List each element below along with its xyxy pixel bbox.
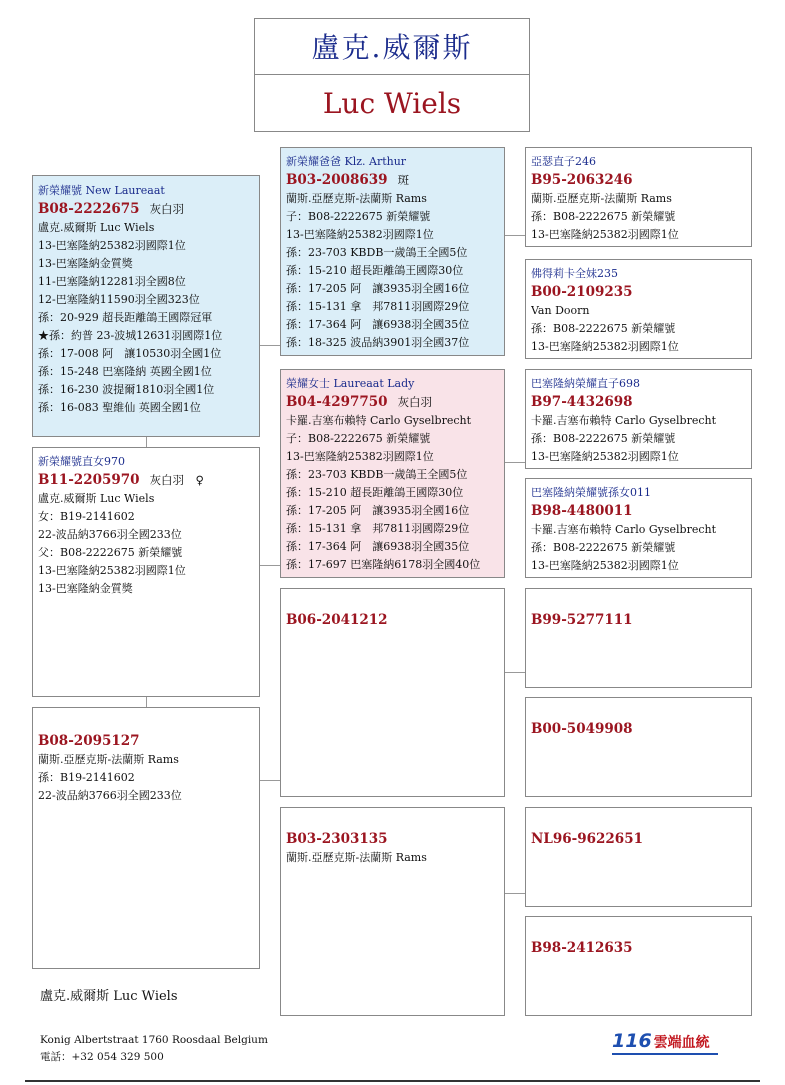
ring-number: B97-4432698 <box>531 394 633 410</box>
pedigree-line: 子：B08-2222675 新榮耀號 <box>286 210 431 223</box>
pigeon-name: 亞瑟直子246 <box>531 155 596 168</box>
pedigree-line: 孫：16-230 波提爾1810羽全國1位 <box>38 383 215 396</box>
ring-number: B03-2008639 斑 <box>286 172 410 188</box>
pigeon-name: 新榮耀爸爸 Klz. Arthur <box>286 155 407 168</box>
pedigree-line: 13-巴塞隆納25382羽國際1位 <box>531 228 679 241</box>
pigeon-name: 巴塞隆納榮耀直子698 <box>531 377 640 390</box>
pedigree-line: 蘭斯.亞歷克斯-法蘭斯 Rams <box>286 851 427 864</box>
connector-line <box>505 462 525 463</box>
bottom-divider <box>25 1080 760 1082</box>
ring-number: B03-2303135 <box>286 831 388 847</box>
pedigree-line: 孫：15-210 超長距離鴿王國際30位 <box>286 264 464 277</box>
grandparent-card <box>280 588 505 797</box>
pedigree-line: 女：B19-2141602 <box>38 510 135 523</box>
great-grandparent-card <box>525 478 752 578</box>
great-grandparent-card <box>525 147 752 247</box>
pedigree-line: 孫：20-929 超長距離鴿王國際冠軍 <box>38 311 213 324</box>
breeder-footer-name: 盧克.威爾斯 Luc Wiels <box>40 989 178 1004</box>
connector-line <box>260 345 280 346</box>
pedigree-line: 盧克.威爾斯 Luc Wiels <box>38 221 155 234</box>
sire-pigeon-card <box>280 147 505 356</box>
pedigree-line: 孫：16-083 聖維仙 英國全國1位 <box>38 401 201 414</box>
breeder-name-chinese: 盧克.威爾斯 <box>255 19 529 75</box>
pedigree-line: 孫：B08-2222675 新榮耀號 <box>531 541 676 554</box>
pedigree-line: 父：B08-2222675 新榮耀號 <box>38 546 183 559</box>
pedigree-line: 12-巴塞隆納11590羽全國323位 <box>38 293 200 306</box>
partner-pigeon-card <box>32 707 260 969</box>
dam-pigeon-card <box>32 447 260 697</box>
ring-number: B08-2222675 灰白羽 <box>38 201 185 217</box>
connector-line <box>505 672 525 673</box>
ring-number: B11-2205970 灰白羽 ♀ <box>38 472 204 488</box>
pedigree-line: 蘭斯.亞歷克斯-法蘭斯 Rams <box>38 753 179 766</box>
pedigree-line: 卡羅.吉塞布賴特 Carlo Gyselbrecht <box>286 414 472 427</box>
pedigree-line: 孫：23-703 KBDB一歲鴿王全國5位 <box>286 246 468 259</box>
pedigree-line: 孫：B08-2222675 新榮耀號 <box>531 432 676 445</box>
pigeon-name: 巴塞隆納榮耀號孫女011 <box>531 486 651 499</box>
contact-info <box>40 1032 268 1066</box>
subject-pigeon-card <box>32 175 260 437</box>
feather-color: 灰白羽 <box>149 202 185 216</box>
pedigree-line: 13-巴塞隆納25382羽國際1位 <box>531 340 679 353</box>
pedigree-line: 13-巴塞隆納25382羽國際1位 <box>286 450 434 463</box>
pigeon-name: 新榮耀號直女970 <box>38 455 125 468</box>
pedigree-line: 13-巴塞隆納25382羽國際1位 <box>286 228 434 241</box>
great-grandparent-card <box>525 807 752 907</box>
feather-color: 灰白羽 <box>397 395 433 409</box>
ring-number: B98-2412635 <box>531 940 633 956</box>
pedigree-line: 孫：15-131 拿 邦7811羽國際29位 <box>286 300 470 313</box>
connector-line <box>146 697 147 707</box>
feather-color: 斑 <box>397 173 410 187</box>
cloud-pedigree-logo: 116 雲端血統 <box>612 1030 722 1056</box>
pedigree-line: 蘭斯.亞歷克斯-法蘭斯 Rams <box>531 192 672 205</box>
pedigree-line: 22-波品納3766羽全國233位 <box>38 528 182 541</box>
pedigree-line: 子：B08-2222675 新榮耀號 <box>286 432 431 445</box>
breeder-name-english: Luc Wiels <box>322 87 462 120</box>
pigeon-name: 佛得莉卡全妹235 <box>531 267 618 280</box>
pedigree-line: 孫：18-325 波品納3901羽全國37位 <box>286 336 470 349</box>
pedigree-line: 13-巴塞隆納金質獎 <box>38 257 133 270</box>
connector-line <box>505 893 525 894</box>
pedigree-line: 13-巴塞隆納25382羽國際1位 <box>531 559 679 572</box>
ring-number: B00-5049908 <box>531 721 633 737</box>
pigeon-name: 榮耀女士 Laureaat Lady <box>286 377 415 390</box>
pedigree-line: 孫：B08-2222675 新榮耀號 <box>531 210 676 223</box>
grandparent-card <box>280 807 505 1016</box>
pedigree-line: 11-巴塞隆納12281羽全國8位 <box>38 275 186 288</box>
connector-line <box>260 780 280 781</box>
pedigree-line: 孫：23-703 KBDB一歲鴿王全國5位 <box>286 468 468 481</box>
pedigree-line: 孫：17-697 巴塞隆納6178羽全國40位 <box>286 558 481 571</box>
pedigree-line: 蘭斯.亞歷克斯-法蘭斯 Rams <box>286 192 427 205</box>
pedigree-line: 孫：17-008 阿 讓10530羽全國1位 <box>38 347 222 360</box>
pedigree-line: 孫：17-364 阿 讓6938羽全國35位 <box>286 318 470 331</box>
great-grandparent-card <box>525 588 752 688</box>
pedigree-line: 孫：B08-2222675 新榮耀號 <box>531 322 676 335</box>
pedigree-line: 孫：15-248 巴塞隆納 英國全國1位 <box>38 365 212 378</box>
pedigree-line: Van Doorn <box>531 304 590 317</box>
ring-number: B04-4297750 灰白羽 <box>286 394 433 410</box>
pedigree-line: 卡羅.吉塞布賴特 Carlo Gyselbrecht <box>531 414 717 427</box>
sire-dam-pigeon-card <box>280 369 505 578</box>
ring-number: B98-4480011 <box>531 503 633 519</box>
ring-number: B06-2041212 <box>286 612 388 628</box>
ring-number: B99-5277111 <box>531 612 633 628</box>
pedigree-line: 13-巴塞隆納金質獎 <box>38 582 133 595</box>
pedigree-line: 盧克.威爾斯 Luc Wiels <box>38 492 155 505</box>
great-grandparent-card <box>525 259 752 359</box>
pedigree-line: 卡羅.吉塞布賴特 Carlo Gyselbrecht <box>531 523 717 536</box>
pedigree-line: 孫：15-131 拿 邦7811羽國際29位 <box>286 522 470 535</box>
ring-number: B00-2109235 <box>531 284 633 300</box>
ring-number: NL96-9622651 <box>531 831 643 847</box>
address: Konig Albertstraat 1760 Roosdaal Belgium <box>40 1034 268 1046</box>
pedigree-line: 孫：17-364 阿 讓6938羽全國35位 <box>286 540 470 553</box>
pedigree-line: 13-巴塞隆納25382羽國際1位 <box>38 239 186 252</box>
pedigree-line: 13-巴塞隆納25382羽國際1位 <box>531 450 679 463</box>
great-grandparent-card <box>525 369 752 469</box>
phone: 電話：+32 054 329 500 <box>40 1051 164 1063</box>
pedigree-line: 孫：17-205 阿 讓3935羽全國16位 <box>286 504 470 517</box>
ring-number: B95-2063246 <box>531 172 633 188</box>
connector-line <box>505 235 525 236</box>
pedigree-line: 孫：17-205 阿 讓3935羽全國16位 <box>286 282 470 295</box>
feather-color: 灰白羽 ♀ <box>149 473 204 487</box>
ring-number: B08-2095127 <box>38 733 140 749</box>
pedigree-line: 13-巴塞隆納25382羽國際1位 <box>38 564 186 577</box>
pedigree-line: 孫：15-210 超長距離鴿王國際30位 <box>286 486 464 499</box>
pedigree-line: ★孫：約普 23-波城12631羽國際1位 <box>38 329 223 342</box>
pedigree-header <box>254 18 530 132</box>
great-grandparent-card <box>525 916 752 1016</box>
pedigree-line: 孫：B19-2141602 <box>38 771 135 784</box>
pigeon-name: 新榮耀號 New Laureaat <box>38 184 165 197</box>
connector-line <box>260 565 280 566</box>
connector-line <box>146 437 147 447</box>
great-grandparent-card <box>525 697 752 797</box>
pedigree-line: 22-波品納3766羽全國233位 <box>38 789 182 802</box>
